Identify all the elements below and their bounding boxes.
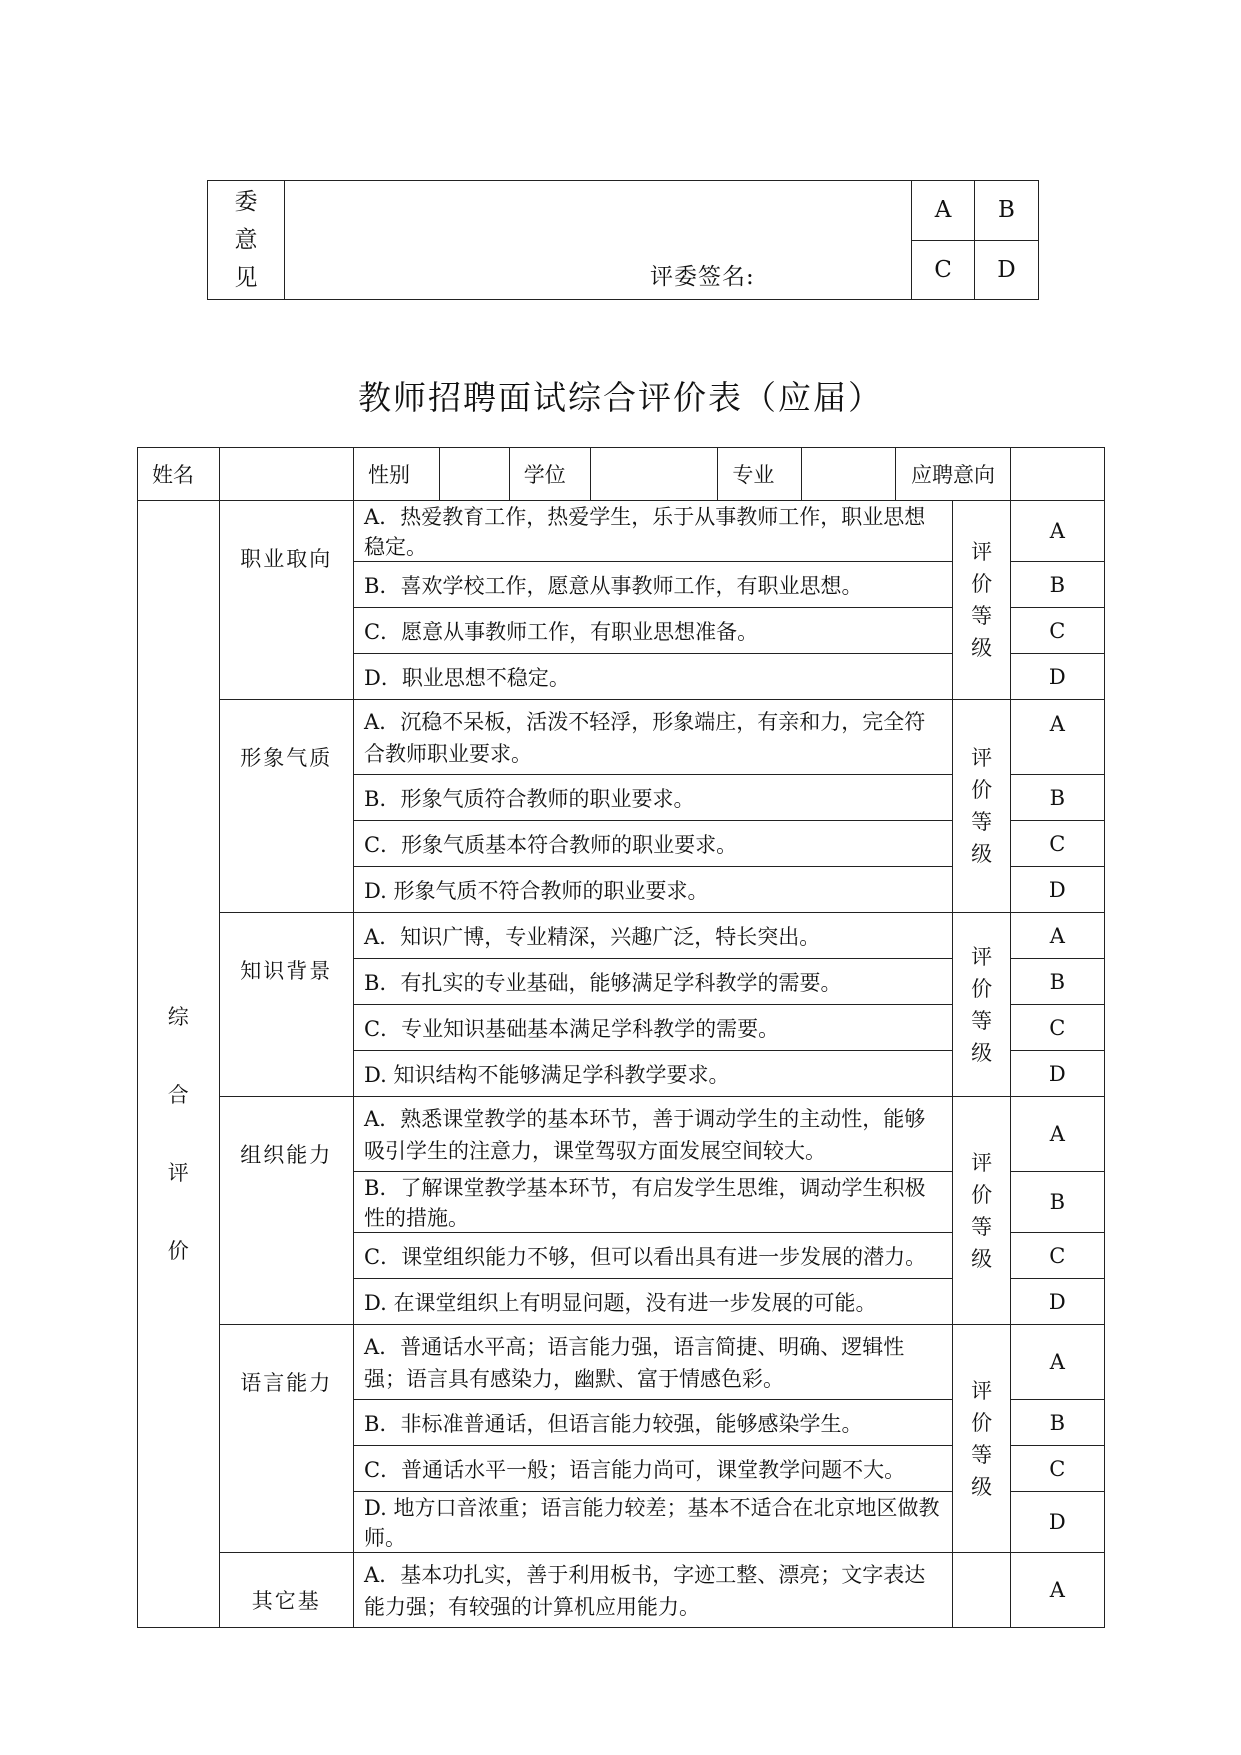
rating-level-label bbox=[953, 501, 1010, 700]
intention-field[interactable] bbox=[1010, 448, 1104, 501]
label-char: 级 bbox=[971, 1040, 993, 1065]
criterion-text: B．非标准普通话，但语言能力较强，能够感染学生。 bbox=[354, 1400, 953, 1446]
criterion-text: A．知识广博，专业精深，兴趣广泛，特长突出。 bbox=[354, 913, 953, 959]
grade-option[interactable]: A bbox=[1010, 1325, 1104, 1400]
grade-option[interactable]: A bbox=[1010, 1553, 1104, 1628]
label-char: 评 bbox=[971, 1150, 993, 1175]
category-other-basics: 其它基 bbox=[219, 1553, 354, 1628]
intention-label: 应聘意向 bbox=[896, 448, 1010, 501]
label-char: 级 bbox=[971, 636, 993, 660]
grade-option[interactable]: A bbox=[1010, 913, 1104, 959]
grade-option[interactable]: B bbox=[1010, 1172, 1104, 1233]
rating-level-label bbox=[953, 700, 1010, 913]
label-char: 综 bbox=[167, 1005, 189, 1029]
rating-level-label bbox=[953, 1325, 1010, 1553]
category-knowledge-background: 知识背景 bbox=[219, 913, 354, 1097]
overall-evaluation-label bbox=[138, 501, 220, 1628]
grade-option[interactable]: A bbox=[1010, 700, 1104, 775]
label-char: 评 bbox=[971, 944, 993, 969]
label-char: 价 bbox=[167, 1239, 189, 1263]
criterion-text: C．普通话水平一般；语言能力尚可，课堂教学问题不大。 bbox=[354, 1446, 953, 1492]
criterion-text: A．基本功扎实，善于利用板书，字迹工整、漂亮；文字表达能力强；有较强的计算机应用能力。 bbox=[354, 1553, 953, 1628]
criterion-text: B．有扎实的专业基础，能够满足学科教学的需要。 bbox=[354, 959, 953, 1005]
category-career-orientation: 职业取向 bbox=[219, 501, 354, 700]
label-char: 评 bbox=[167, 1161, 189, 1185]
criterion-text: B．喜欢学校工作，愿意从事教师工作，有职业思想。 bbox=[354, 562, 953, 608]
grade-option[interactable]: A bbox=[1010, 1097, 1104, 1172]
criterion-text: C．形象气质基本符合教师的职业要求。 bbox=[354, 821, 953, 867]
grade-option[interactable]: A bbox=[1010, 501, 1104, 562]
gender-label: 性别 bbox=[354, 448, 440, 501]
grade-option[interactable]: D bbox=[1010, 1051, 1104, 1097]
category-language-ability: 语言能力 bbox=[219, 1325, 354, 1553]
label-char: 评 bbox=[971, 1378, 993, 1403]
committee-opinion-label bbox=[208, 181, 285, 300]
criterion-text: B．了解课堂教学基本环节，有启发学生思维，调动学生积极性的措施。 bbox=[354, 1172, 953, 1233]
category-appearance: 形象气质 bbox=[219, 700, 354, 913]
criterion-text: D. 形象气质不符合教师的职业要求。 bbox=[354, 867, 953, 913]
grade-option-b[interactable]: B bbox=[975, 181, 1039, 241]
label-char: 价 bbox=[971, 572, 993, 596]
grade-option[interactable]: D bbox=[1010, 1492, 1104, 1553]
form-title: 教师招聘面试综合评价表（应届） bbox=[358, 378, 883, 417]
label-char: 等 bbox=[971, 604, 993, 628]
label-char: 评 bbox=[971, 746, 993, 770]
applicant-info-row bbox=[138, 448, 1105, 501]
label-char: 等 bbox=[971, 1008, 993, 1033]
grade-option-c[interactable]: C bbox=[912, 240, 975, 300]
label-char: 价 bbox=[971, 1410, 993, 1435]
label-char: 价 bbox=[971, 778, 993, 802]
criterion-text: C．愿意从事教师工作，有职业思想准备。 bbox=[354, 608, 953, 654]
grade-option[interactable]: D bbox=[1010, 867, 1104, 913]
degree-label: 学位 bbox=[509, 448, 591, 501]
grade-option[interactable]: B bbox=[1010, 1400, 1104, 1446]
grade-option-a[interactable]: A bbox=[912, 181, 975, 241]
criterion-text: B．形象气质符合教师的职业要求。 bbox=[354, 775, 953, 821]
committee-opinion-field[interactable] bbox=[285, 181, 912, 300]
grade-option[interactable]: C bbox=[1010, 1005, 1104, 1051]
label-char: 级 bbox=[971, 842, 993, 866]
label-char: 见 bbox=[234, 265, 258, 291]
evaluation-table bbox=[137, 447, 1105, 1628]
grade-option[interactable]: D bbox=[1010, 654, 1104, 700]
signature-label: 评委签名: bbox=[650, 264, 755, 290]
criterion-text: D. 在课堂组织上有明显问题，没有进一步发展的可能。 bbox=[354, 1279, 953, 1325]
name-label: 姓名 bbox=[138, 448, 220, 501]
label-char: 意 bbox=[234, 227, 258, 253]
grade-option[interactable]: C bbox=[1010, 608, 1104, 654]
rating-level-label bbox=[953, 1553, 1010, 1628]
grade-option[interactable]: C bbox=[1010, 821, 1104, 867]
major-field[interactable] bbox=[802, 448, 896, 501]
criterion-text: A．沉稳不呆板，活泼不轻浮，形象端庄，有亲和力，完全符合教师职业要求。 bbox=[354, 700, 953, 775]
major-label: 专业 bbox=[718, 448, 802, 501]
label-char: 级 bbox=[971, 1246, 993, 1271]
name-field[interactable] bbox=[219, 448, 354, 501]
grade-option[interactable]: C bbox=[1010, 1233, 1104, 1279]
grade-option[interactable]: D bbox=[1010, 1279, 1104, 1325]
label-char: 等 bbox=[971, 1214, 993, 1239]
criterion-text: A．熟悉课堂教学的基本环节，善于调动学生的主动性，能够吸引学生的注意力，课堂驾驭方面发展空间较大。 bbox=[354, 1097, 953, 1172]
label-char: 委 bbox=[234, 189, 258, 215]
grade-option[interactable]: B bbox=[1010, 959, 1104, 1005]
criterion-text: A．普通话水平高；语言能力强，语言简捷、明确、逻辑性强；语言具有感染力，幽默、富于情感色彩。 bbox=[354, 1325, 953, 1400]
label-char: 等 bbox=[971, 810, 993, 834]
label-char: 级 bbox=[971, 1474, 993, 1499]
label-char: 价 bbox=[971, 976, 993, 1001]
category-organizational-ability: 组织能力 bbox=[219, 1097, 354, 1325]
grade-option[interactable]: B bbox=[1010, 562, 1104, 608]
committee-opinion-table bbox=[207, 180, 1039, 300]
label-char: 评 bbox=[971, 540, 993, 564]
criterion-text: C．课堂组织能力不够，但可以看出具有进一步发展的潜力。 bbox=[354, 1233, 953, 1279]
gender-field[interactable] bbox=[439, 448, 509, 501]
criterion-text: C．专业知识基础基本满足学科教学的需要。 bbox=[354, 1005, 953, 1051]
grade-option[interactable]: B bbox=[1010, 775, 1104, 821]
criterion-text: D. 地方口音浓重；语言能力较差；基本不适合在北京地区做教师。 bbox=[354, 1492, 953, 1553]
label-char: 等 bbox=[971, 1442, 993, 1467]
rating-level-label bbox=[953, 1097, 1010, 1325]
criterion-text: D．职业思想不稳定。 bbox=[354, 654, 953, 700]
degree-field[interactable] bbox=[591, 448, 718, 501]
label-char: 合 bbox=[167, 1083, 189, 1107]
label-char: 价 bbox=[971, 1182, 993, 1207]
grade-option-d[interactable]: D bbox=[975, 240, 1039, 300]
criterion-text: A．热爱教育工作，热爱学生，乐于从事教师工作，职业思想稳定。 bbox=[354, 501, 953, 562]
grade-option[interactable]: C bbox=[1010, 1446, 1104, 1492]
criterion-text: D. 知识结构不能够满足学科教学要求。 bbox=[354, 1051, 953, 1097]
rating-level-label bbox=[953, 913, 1010, 1097]
